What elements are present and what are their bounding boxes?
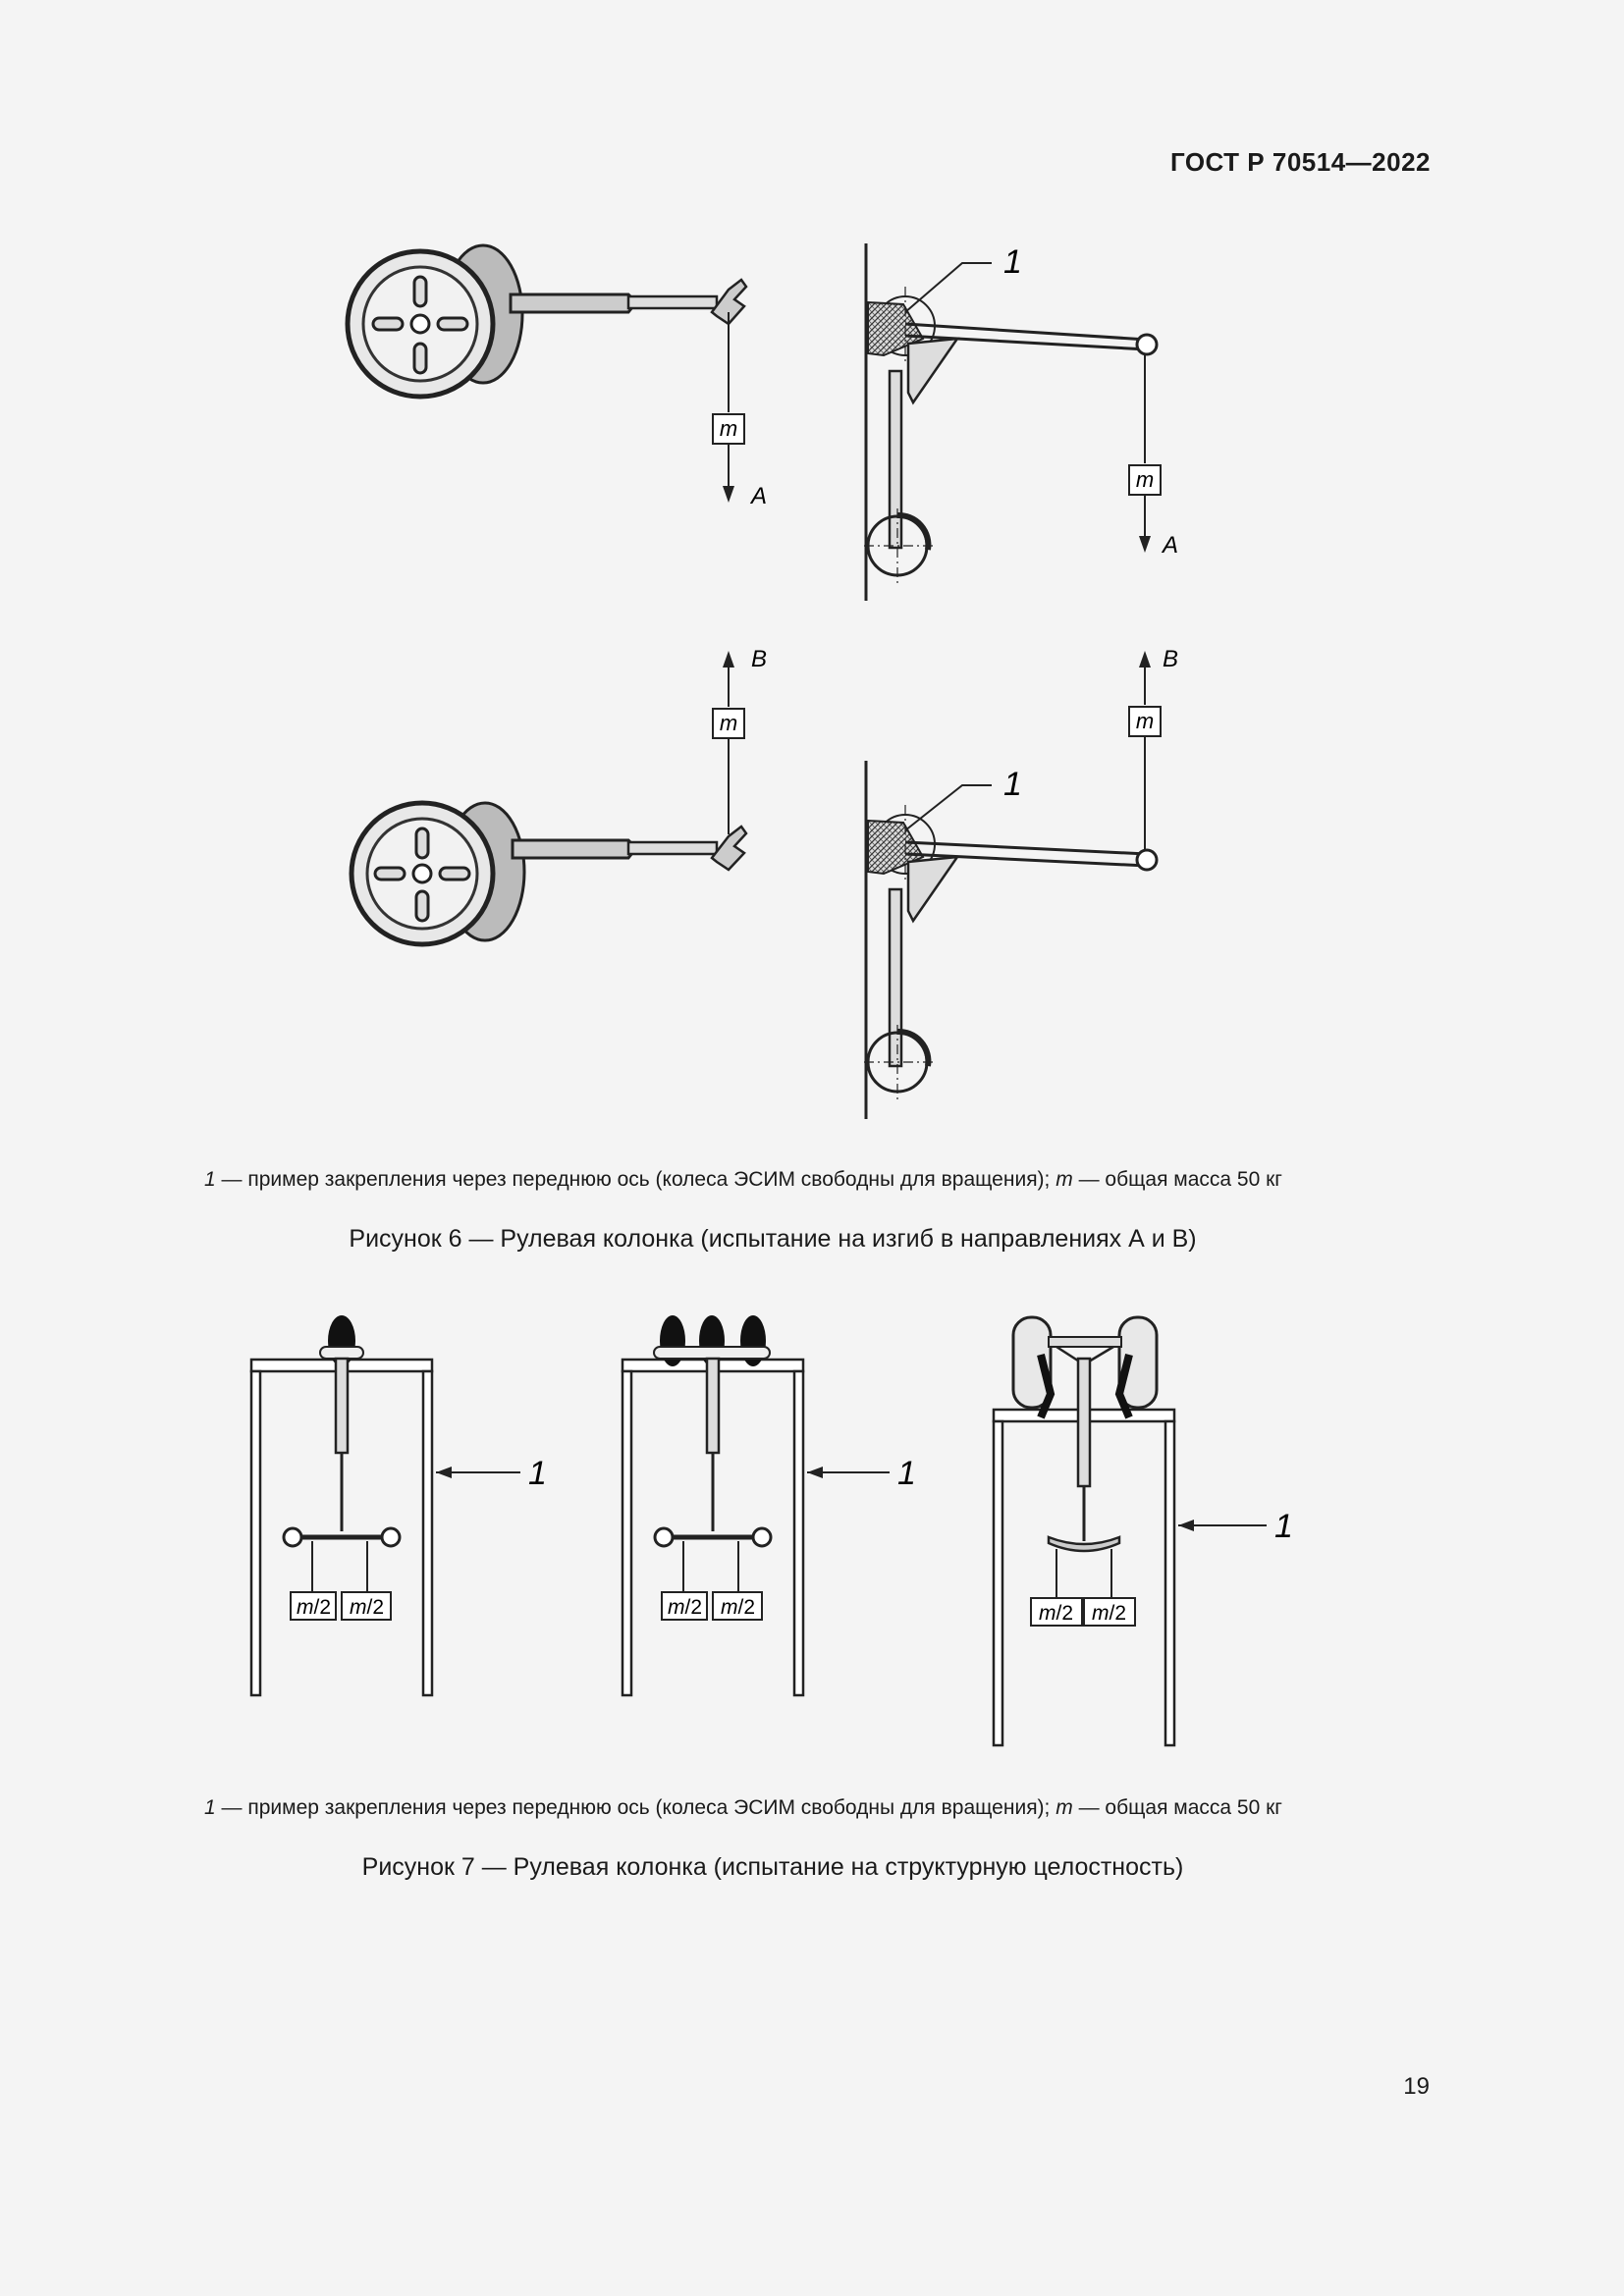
mass-half: /2 [1109,1602,1127,1625]
scooter-side-view-b [864,646,1178,1119]
direction-label-a: A [1163,532,1179,559]
legend-text: — пример закрепления через переднюю ось (колеса ЭСИМ свободны для вращения); [215,1168,1056,1191]
callout-1: 1 [1003,766,1022,803]
mass-m: m [668,1596,685,1619]
direction-label-a: A [751,483,768,509]
legend-key-m: m [1056,1168,1073,1191]
legend-key-1: 1 [204,1168,216,1191]
legend-text: — пример закрепления через переднюю ось (колеса ЭСИМ свободны для вращения); [215,1796,1056,1819]
legend-text-mass: — общая масса 50 кг [1072,1796,1282,1819]
mass-label-m: m [1135,709,1155,733]
test-stand-3 [994,1317,1293,1745]
callout-1: 1 [1003,243,1022,281]
figure-6-legend [204,1168,1441,1192]
scooter-top-view-b [352,646,767,944]
svg-text:m/2 [1092,1602,1126,1625]
figure-7-legend [204,1796,1441,1820]
mass-label-m: m [1135,467,1155,492]
mass-m: m [1092,1602,1110,1625]
page-number: 19 [1403,2073,1430,2100]
legend-text-mass: — общая масса 50 кг [1072,1168,1282,1191]
mass-half: /2 [684,1596,703,1619]
mass-m: m [297,1596,314,1619]
svg-text:m/2 [350,1596,384,1619]
figure-6-caption: Рисунок 6 — Рулевая колонка (испытание на изгиб в направлениях А и В) [349,1225,1197,1253]
mass-half: /2 [1056,1602,1074,1625]
document-standard-number: ГОСТ Р 70514—2022 [1169,147,1431,177]
svg-text:m/2 [1039,1602,1073,1625]
direction-label-b: B [1163,646,1179,672]
callout-1: 1 [528,1455,547,1492]
scooter-side-view-a [864,243,1178,601]
figure-7-drawing [0,1296,1624,1767]
mass-label-m: m [719,711,738,735]
scooter-top-view-a [348,245,767,509]
svg-text:m/2 [668,1596,702,1619]
figure-7-caption: Рисунок 7 — Рулевая колонка (испытание на структурную целостность) [361,1853,1184,1881]
legend-key-1: 1 [204,1796,216,1819]
mass-half: /2 [366,1596,385,1619]
mass-m: m [1039,1602,1056,1625]
mass-half: /2 [313,1596,332,1619]
test-stand-1 [251,1315,547,1695]
callout-1: 1 [1274,1508,1293,1545]
mass-m: m [350,1596,367,1619]
mass-half: /2 [737,1596,756,1619]
callout-1: 1 [897,1455,916,1492]
legend-key-m: m [1056,1796,1073,1819]
figure-6-drawing [0,216,1624,1129]
mass-label-m: m [719,416,738,441]
svg-text:m/2 [297,1596,331,1619]
mass-m: m [721,1596,738,1619]
svg-text:m/2 [721,1596,755,1619]
test-stand-2 [623,1315,916,1695]
direction-label-b: B [751,646,768,672]
